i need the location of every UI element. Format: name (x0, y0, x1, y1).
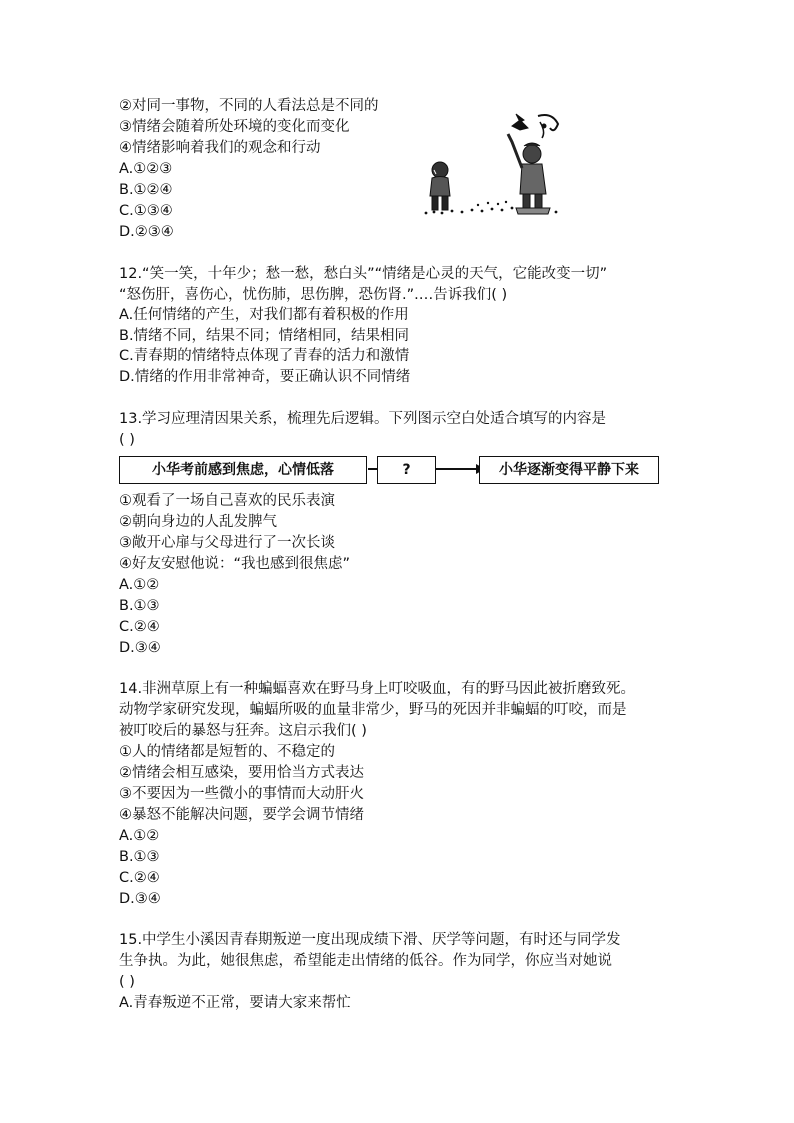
q13-item-2: ②朝向身边的人乱发脾气 (119, 514, 277, 530)
q11-option-d: D.②③④ (119, 224, 174, 240)
q12-stem-line-2: “怒伤肝，喜伤心，忧伤肺，思伤脾，恐伤肾.”.…告诉我们( ) (119, 287, 508, 303)
flow-box-end: 小华逐渐变得平静下来 (479, 456, 659, 484)
q15-stem-line-2: 生争执。为此，她很焦虑，希望能走出情绪的低谷。作为同学，你应当对她说 (119, 953, 612, 969)
q15-option-a: A.青春叛逆不正常，要请大家来帮忙 (119, 995, 351, 1011)
q12-option-b: B.情绪不同，结果不同；情绪相同，结果相同 (119, 328, 410, 344)
q14-item-4: ④暴怒不能解决问题，要学会调节情绪 (119, 807, 364, 823)
q11-option-a: A.①②③ (119, 161, 173, 177)
q14-item-1: ①人的情绪都是短暂的、不稳定的 (119, 744, 335, 760)
q13-stem-line-2: ( ) (119, 432, 135, 448)
flow-arrow-2 (437, 468, 477, 470)
q11-item-3: ③情绪会随着所处环境的变化而变化 (119, 119, 350, 135)
q13-item-3: ③敞开心扉与父母进行了一次长谈 (119, 535, 335, 551)
happy-figure-icon (508, 134, 550, 214)
flow-box-blank: ? (377, 456, 436, 484)
q13-item-4: ④好友安慰他说：“我也感到很焦虑” (119, 556, 351, 572)
q14-item-3: ③不要因为一些微小的事情而大动肝火 (119, 786, 364, 802)
illustration-sad-and-happy-figures (420, 112, 568, 218)
q13-option-c: C.②④ (119, 619, 160, 635)
q13-option-b: B.①③ (119, 598, 160, 614)
q14-option-c: C.②④ (119, 870, 160, 886)
q14-option-b: B.①③ (119, 849, 160, 865)
q12-stem-line-1: 12.“笑一笑，十年少；愁一愁，愁白头”“情绪是心灵的天气，它能改变一切” (119, 266, 608, 282)
q11-item-2: ②对同一事物，不同的人看法总是不同的 (119, 98, 379, 114)
q14-stem-line-1: 14.非洲草原上有一种蝙蝠喜欢在野马身上叮咬吸血，有的野马因此被折磨致死。 (119, 681, 636, 697)
q13-option-d: D.③④ (119, 640, 161, 656)
q13-item-1: ①观看了一场自己喜欢的民乐表演 (119, 493, 335, 509)
sad-figure-icon (430, 162, 450, 210)
q11-option-b: B.①②④ (119, 182, 173, 198)
q13-stem-line-1: 13.学习应理清因果关系，梳理先后逻辑。下列图示空白处适合填写的内容是 (119, 411, 607, 427)
flow-box-start: 小华考前感到焦虑，心情低落 (119, 456, 367, 484)
q15-stem-line-3: ( ) (119, 974, 135, 990)
q15-stem-line-1: 15.中学生小溪因青春期叛逆一度出现成绩下滑、厌学等问题，有时还与同学发 (119, 932, 621, 948)
q14-stem-line-2: 动物学家研究发现，蝙蝠所吸的血量非常少，野马的死因并非蝙蝠的叮咬，而是 (119, 702, 627, 718)
q14-stem-line-3: 被叮咬后的暴怒与狂奔。这启示我们( ) (119, 723, 367, 739)
q11-item-4: ④情绪影响着我们的观念和行动 (119, 140, 321, 156)
bird-on-branch-icon (512, 114, 558, 138)
q11-option-c: C.①③④ (119, 203, 173, 219)
q12-option-a: A.任何情绪的产生，对我们都有着积极的作用 (119, 307, 409, 323)
q12-option-c: C.青春期的情绪特点体现了青春的活力和激情 (119, 348, 410, 364)
q13-option-a: A.①② (119, 577, 160, 593)
q14-option-a: A.①② (119, 828, 160, 844)
q14-option-d: D.③④ (119, 891, 161, 907)
q12-option-d: D.情绪的作用非常神奇，要正确认识不同情绪 (119, 369, 411, 385)
q14-item-2: ②情绪会相互感染，要用恰当方式表达 (119, 765, 364, 781)
